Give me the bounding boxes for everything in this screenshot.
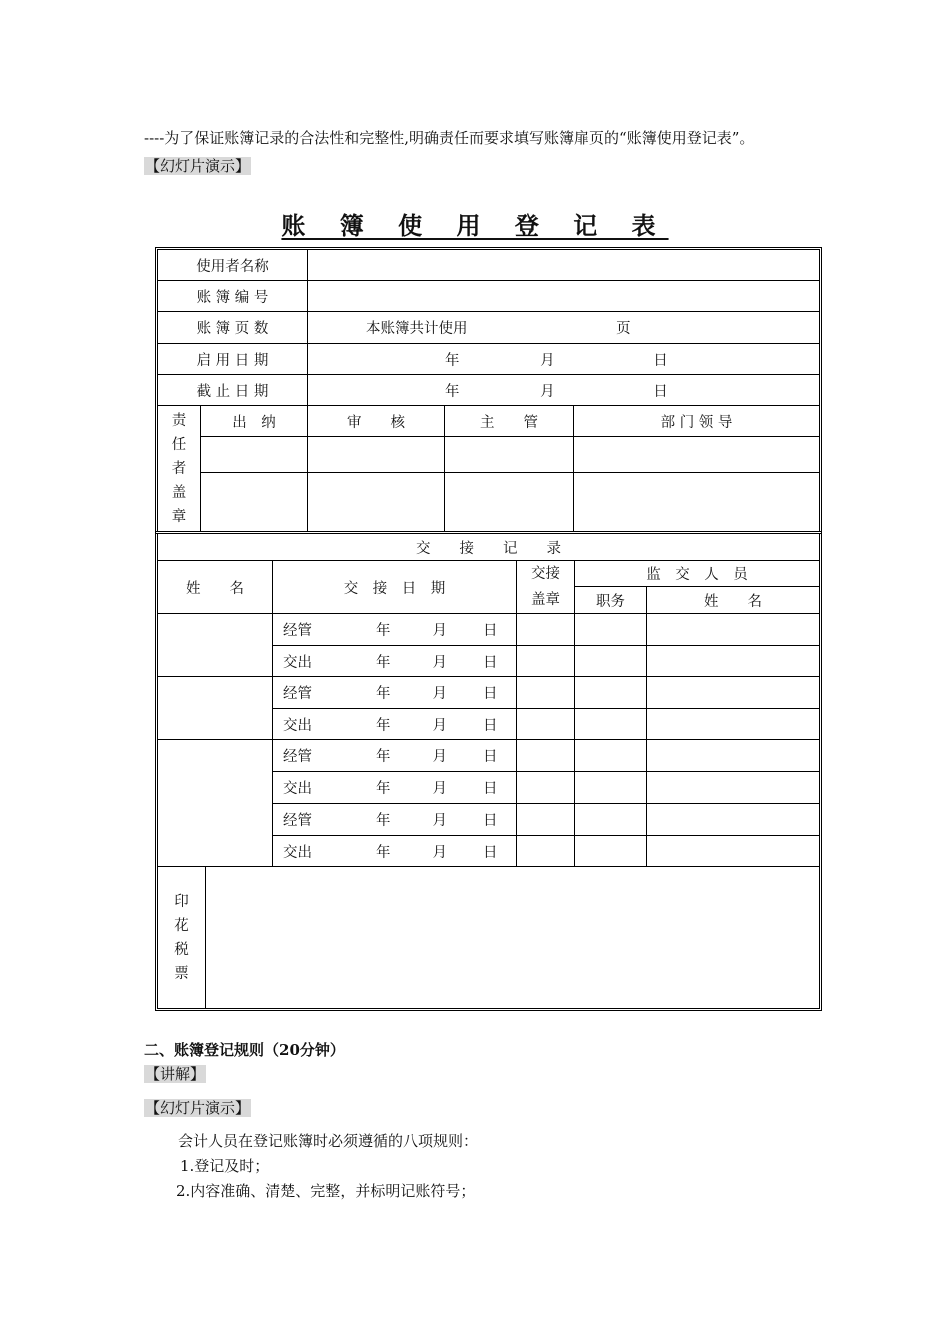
- handover-date-cell[interactable]: [273, 804, 517, 836]
- stamp-char: 税: [174, 941, 189, 958]
- handover-table: [157, 533, 820, 1009]
- monitor-name-cell[interactable]: [647, 614, 820, 646]
- pages-label: 账 簿 页 数: [158, 312, 308, 344]
- day-text: 日: [653, 383, 668, 400]
- handover-seal-line: 交接: [531, 566, 560, 582]
- monitor-position-cell[interactable]: [575, 646, 647, 677]
- monitor-header: 监 交 人 员: [575, 561, 820, 587]
- handover-type: 经管: [283, 749, 312, 765]
- handover-seal-cell[interactable]: [517, 740, 575, 772]
- month-text: 月: [432, 781, 447, 797]
- monitor-name-cell[interactable]: [647, 772, 820, 804]
- supervisor-header: 主 管: [445, 406, 574, 437]
- form-title: 账 簿 使 用 登 记 表: [281, 211, 669, 240]
- day-text: 日: [483, 813, 498, 829]
- monitor-name-cell[interactable]: [647, 836, 820, 867]
- handover-title: 交 接 记 录: [158, 534, 820, 561]
- lecture-tag: 【讲解】: [145, 1065, 206, 1083]
- cashier-seal-cell[interactable]: [201, 437, 308, 473]
- name-header: 姓 名: [158, 561, 273, 614]
- start-date-field[interactable]: [308, 344, 820, 375]
- user-name-field[interactable]: [308, 250, 820, 281]
- handover-seal-header: [517, 561, 575, 614]
- handover-date-cell[interactable]: [273, 772, 517, 804]
- start-date-label: 启 用 日 期: [158, 344, 308, 375]
- stamp-tax-area[interactable]: [206, 867, 820, 1009]
- handover-type: 交出: [283, 781, 312, 797]
- seal-char: 者: [171, 460, 187, 477]
- handover-seal-cell[interactable]: [517, 646, 575, 677]
- month-text: 月: [540, 352, 555, 369]
- stamp-tax-label: [158, 867, 206, 1009]
- year-text: 年: [376, 686, 391, 702]
- handover-date-cell[interactable]: [273, 646, 517, 677]
- stamp-char: 花: [174, 917, 189, 934]
- handover-type: 交出: [283, 717, 312, 734]
- book-no-label: 账 簿 编 号: [158, 281, 308, 312]
- supervisor-seal-cell[interactable]: [445, 437, 574, 473]
- month-text: 月: [432, 749, 447, 765]
- seal-char: 任: [171, 436, 187, 453]
- handover-name-cell[interactable]: [158, 677, 273, 740]
- pages-field[interactable]: [308, 312, 820, 344]
- handover-date-cell[interactable]: [273, 614, 517, 646]
- seal-char: 责: [171, 412, 187, 429]
- slide-tag: 【幻灯片演示】: [145, 1099, 251, 1117]
- handover-seal-cell[interactable]: [517, 772, 575, 804]
- rules-lead: 会计人员在登记账簿时必须遵循的八项规则：: [178, 1132, 479, 1150]
- day-text: 日: [483, 749, 498, 765]
- monitor-position-cell[interactable]: [575, 772, 647, 804]
- intro-text: ----为了保证账簿记录的合法性和完整性,明确责任而要求填写账簿扉页的“账簿使用登记表”。: [144, 129, 755, 147]
- cashier-header: 出 纳: [201, 406, 308, 437]
- auditor-seal-cell[interactable]: [308, 437, 445, 473]
- handover-date-cell[interactable]: [273, 836, 517, 867]
- end-date-field[interactable]: [308, 375, 820, 406]
- handover-type: 经管: [283, 813, 312, 829]
- handover-name-cell[interactable]: [158, 614, 273, 677]
- handover-date-cell[interactable]: [273, 709, 517, 740]
- year-text: 年: [445, 383, 460, 400]
- monitor-position-cell[interactable]: [575, 836, 647, 867]
- day-text: 日: [483, 781, 498, 797]
- month-text: 月: [540, 383, 555, 400]
- monitor-name-cell[interactable]: [647, 709, 820, 740]
- pages-prefix: 本账簿共计使用: [366, 321, 468, 337]
- book-no-field[interactable]: [308, 281, 820, 312]
- usage-register-table: [157, 249, 820, 532]
- year-text: 年: [376, 844, 391, 861]
- day-text: 日: [483, 717, 498, 734]
- responsible-seal-label: [158, 406, 201, 532]
- dept-leader-header: 部 门 领 导: [574, 406, 820, 437]
- handover-seal-line: 盖章: [531, 592, 560, 608]
- slide-tag: 【幻灯片演示】: [145, 157, 251, 175]
- month-text: 月: [432, 844, 447, 861]
- seal-char: 盖: [171, 484, 187, 501]
- monitor-position-cell[interactable]: [575, 614, 647, 646]
- day-text: 日: [483, 686, 498, 702]
- dept-leader-seal-cell[interactable]: [574, 473, 820, 532]
- year-text: 年: [376, 623, 391, 639]
- year-text: 年: [376, 717, 391, 734]
- section-heading: 二、账簿登记规则（20分钟）: [144, 1041, 345, 1059]
- position-header: 职务: [575, 587, 647, 614]
- handover-seal-cell[interactable]: [517, 836, 575, 867]
- auditor-header: 审 核: [308, 406, 445, 437]
- handover-seal-cell[interactable]: [517, 804, 575, 836]
- handover-name-cell[interactable]: [158, 740, 273, 867]
- handover-seal-cell[interactable]: [517, 677, 575, 709]
- monitor-name-cell[interactable]: [647, 804, 820, 836]
- month-text: 月: [432, 813, 447, 829]
- monitor-name-cell[interactable]: [647, 677, 820, 709]
- monitor-position-cell[interactable]: [575, 804, 647, 836]
- year-text: 年: [445, 352, 460, 369]
- year-text: 年: [376, 654, 391, 671]
- month-text: 月: [432, 686, 447, 702]
- rule-item: 1.登记及时；: [180, 1157, 270, 1175]
- handover-seal-cell[interactable]: [517, 614, 575, 646]
- handover-date-cell[interactable]: [273, 677, 517, 709]
- day-text: 日: [653, 352, 668, 369]
- supervisor-seal-cell[interactable]: [445, 473, 574, 532]
- cashier-seal-cell[interactable]: [201, 473, 308, 532]
- year-text: 年: [376, 781, 391, 797]
- monitor-name-cell[interactable]: [647, 646, 820, 677]
- year-text: 年: [376, 813, 391, 829]
- monitor-position-cell[interactable]: [575, 677, 647, 709]
- month-text: 月: [432, 623, 447, 639]
- stamp-char: 票: [174, 965, 189, 982]
- rule-item: 2.内容准确、清楚、完整，并标明记账符号；: [176, 1182, 476, 1200]
- handover-type: 交出: [283, 654, 312, 671]
- handover-date-cell[interactable]: [273, 740, 517, 772]
- monitor-name-cell[interactable]: [647, 740, 820, 772]
- dept-leader-seal-cell[interactable]: [574, 437, 820, 473]
- handover-type: 交出: [283, 844, 312, 861]
- seal-char: 章: [171, 508, 187, 525]
- day-text: 日: [483, 844, 498, 861]
- monitor-position-cell[interactable]: [575, 740, 647, 772]
- monitor-position-cell[interactable]: [575, 709, 647, 740]
- day-text: 日: [483, 623, 498, 639]
- day-text: 日: [483, 654, 498, 671]
- pages-suffix: 页: [616, 321, 631, 337]
- user-name-label: 使用者名称: [158, 250, 308, 281]
- end-date-label: 截 止 日 期: [158, 375, 308, 406]
- auditor-seal-cell[interactable]: [308, 473, 445, 532]
- month-text: 月: [432, 717, 447, 734]
- monitor-name-header: 姓 名: [647, 587, 820, 614]
- intro-paragraph: [144, 124, 812, 180]
- handover-type: 经管: [283, 623, 312, 639]
- handover-seal-cell[interactable]: [517, 709, 575, 740]
- month-text: 月: [432, 654, 447, 671]
- stamp-char: 印: [174, 893, 189, 910]
- year-text: 年: [376, 749, 391, 765]
- handover-type: 经管: [283, 686, 312, 702]
- date-header: 交 接 日 期: [273, 561, 517, 614]
